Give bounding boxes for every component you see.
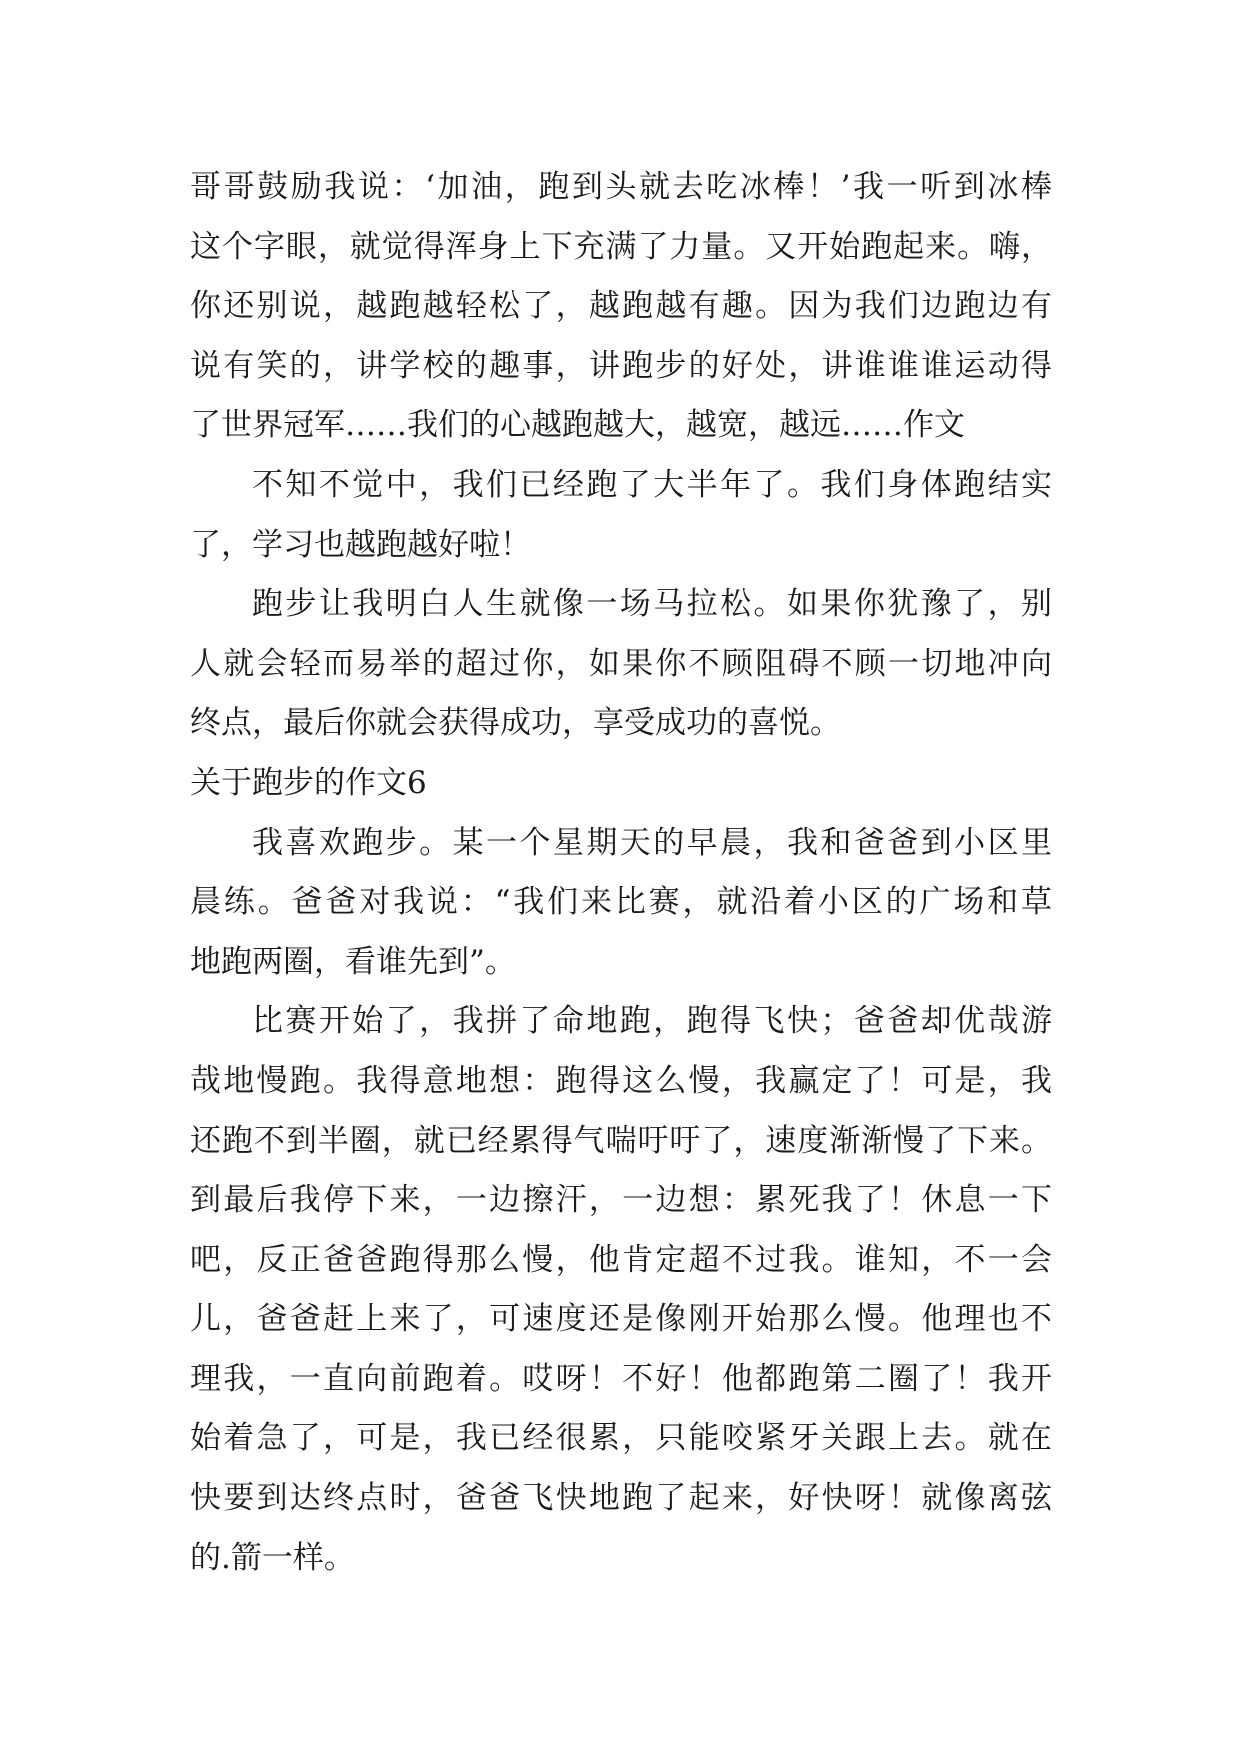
text-line: 我喜欢跑步。某一个星期天的早晨，我和爸爸到小区里 <box>252 824 1052 861</box>
text-line: 快要到达终点时，爸爸飞快地跑了起来，好快呀！就像离弦 <box>190 1480 1052 1517</box>
text-line: 跑步让我明白人生就像一场马拉松。如果你犹豫了，别 <box>252 586 1052 623</box>
text-line: 吧，反正爸爸跑得那么慢，他肯定超不过我。谁知，不一会 <box>190 1241 1052 1278</box>
section-heading: 关于跑步的作文6 <box>190 764 427 801</box>
text-line: 始着急了，可是，我已经很累，只能咬紧牙关跟上去。就在 <box>190 1420 1052 1457</box>
text-line: 人就会轻而易举的超过你，如果你不顾阻碍不顾一切地冲向 <box>190 645 1052 682</box>
text-line: 地跑两圈，看谁先到”。 <box>190 943 516 980</box>
text-line: 的.箭一样。 <box>190 1539 355 1576</box>
document-body <box>190 158 1052 1588</box>
text-line: 还跑不到半圈，就已经累得气喘吁吁了，速度渐渐慢了下来。 <box>190 1122 1052 1159</box>
text-line: 这个字眼，就觉得浑身上下充满了力量。又开始跑起来。嗨， <box>190 228 1052 265</box>
text-line: 哥哥鼓励我说：‘加油，跑到头就去吃冰棒！’我一听到冰棒 <box>190 169 1052 205</box>
text-line: 终点，最后你就会获得成功，享受成功的喜悦。 <box>190 705 841 742</box>
text-line: 你还别说，越跑越轻松了，越跑越有趣。因为我们边跑边有 <box>190 288 1052 325</box>
text-line: 儿，爸爸赶上来了，可速度还是像刚开始那么慢。他理也不 <box>190 1301 1052 1338</box>
text-line: 晨练。爸爸对我说：“我们来比赛，就沿着小区的广场和草 <box>190 884 1052 921</box>
text-line: 了，学习也越跑越好啦！ <box>190 526 531 563</box>
text-line: 理我，一直向前跑着。哎呀！不好！他都跑第二圈了！我开 <box>190 1360 1052 1397</box>
text-line: 不知不觉中，我们已经跑了大半年了。我们身体跑结实 <box>252 466 1052 503</box>
text-line: 到最后我停下来，一边擦汗，一边想：累死我了！休息一下 <box>190 1182 1052 1219</box>
text-line: 了世界冠军……我们的心越跑越大，越宽，越远……作文 <box>190 407 965 444</box>
text-line: 比赛开始了，我拼了命地跑，跑得飞快；爸爸却优哉游 <box>252 1003 1052 1040</box>
text-line: 哉地慢跑。我得意地想：跑得这么慢，我赢定了！可是，我 <box>190 1062 1052 1099</box>
text-line: 说有笑的，讲学校的趣事，讲跑步的好处，讲谁谁谁运动得 <box>190 347 1052 384</box>
